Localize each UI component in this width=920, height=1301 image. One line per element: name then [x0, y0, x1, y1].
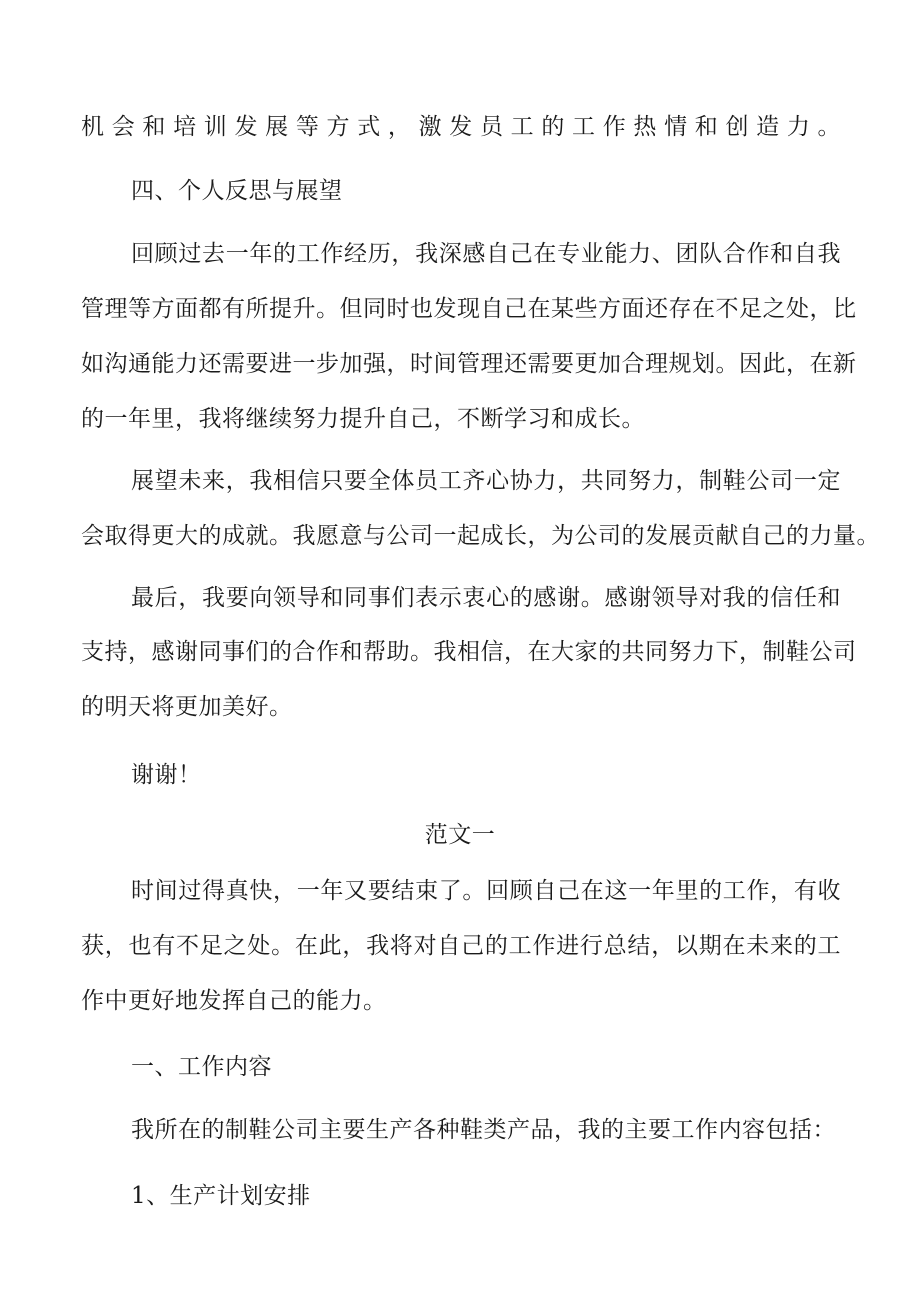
paragraph-line: 最后，我要向领导和同事们表示衷心的感谢。感谢领导对我的信任和: [131, 585, 841, 611]
paragraph-line: 展望未来，我相信只要全体员工齐心协力，共同努力，制鞋公司一定: [131, 468, 841, 494]
paragraph-line: 回顾过去一年的工作经历，我深感自己在专业能力、团队合作和自我: [131, 241, 841, 267]
paragraph-line: 时间过得真快，一年又要结束了。回顾自己在这一年里的工作，有收: [131, 878, 841, 904]
paragraph-line: 获，也有不足之处。在此，我将对自己的工作进行总结，以期在未来的工: [81, 933, 841, 959]
section-heading: 一、工作内容: [131, 1054, 272, 1080]
paragraph-line: 作中更好地发挥自己的能力。: [81, 988, 387, 1014]
paragraph-line: 如沟通能力还需要进一步加强，时间管理还需要更加合理规划。因此，在新: [81, 351, 857, 377]
section-heading: 四、个人反思与展望: [131, 178, 343, 204]
closing-thanks: 谢谢！: [131, 762, 202, 788]
paragraph-line: 机会和培训发展等方式，激发员工的工作热情和创造力。: [81, 114, 841, 140]
paragraph-line: 管理等方面都有所提升。但同时也发现自己在某些方面还存在不足之处，比: [81, 296, 857, 322]
section-title: 范文一: [424, 822, 496, 848]
paragraph-line: 会取得更大的成就。我愿意与公司一起成长，为公司的发展贡献自己的力量。: [81, 523, 880, 549]
paragraph-line: 的一年里，我将继续努力提升自己，不断学习和成长。: [81, 406, 645, 432]
paragraph-line: 我所在的制鞋公司主要生产各种鞋类产品，我的主要工作内容包括：: [131, 1117, 836, 1143]
paragraph-line: 支持，感谢同事们的合作和帮助。我相信，在大家的共同努力下，制鞋公司: [81, 639, 857, 665]
list-item-heading: 1、生产计划安排: [131, 1183, 311, 1209]
paragraph-line: 的明天将更加美好。: [81, 694, 293, 720]
